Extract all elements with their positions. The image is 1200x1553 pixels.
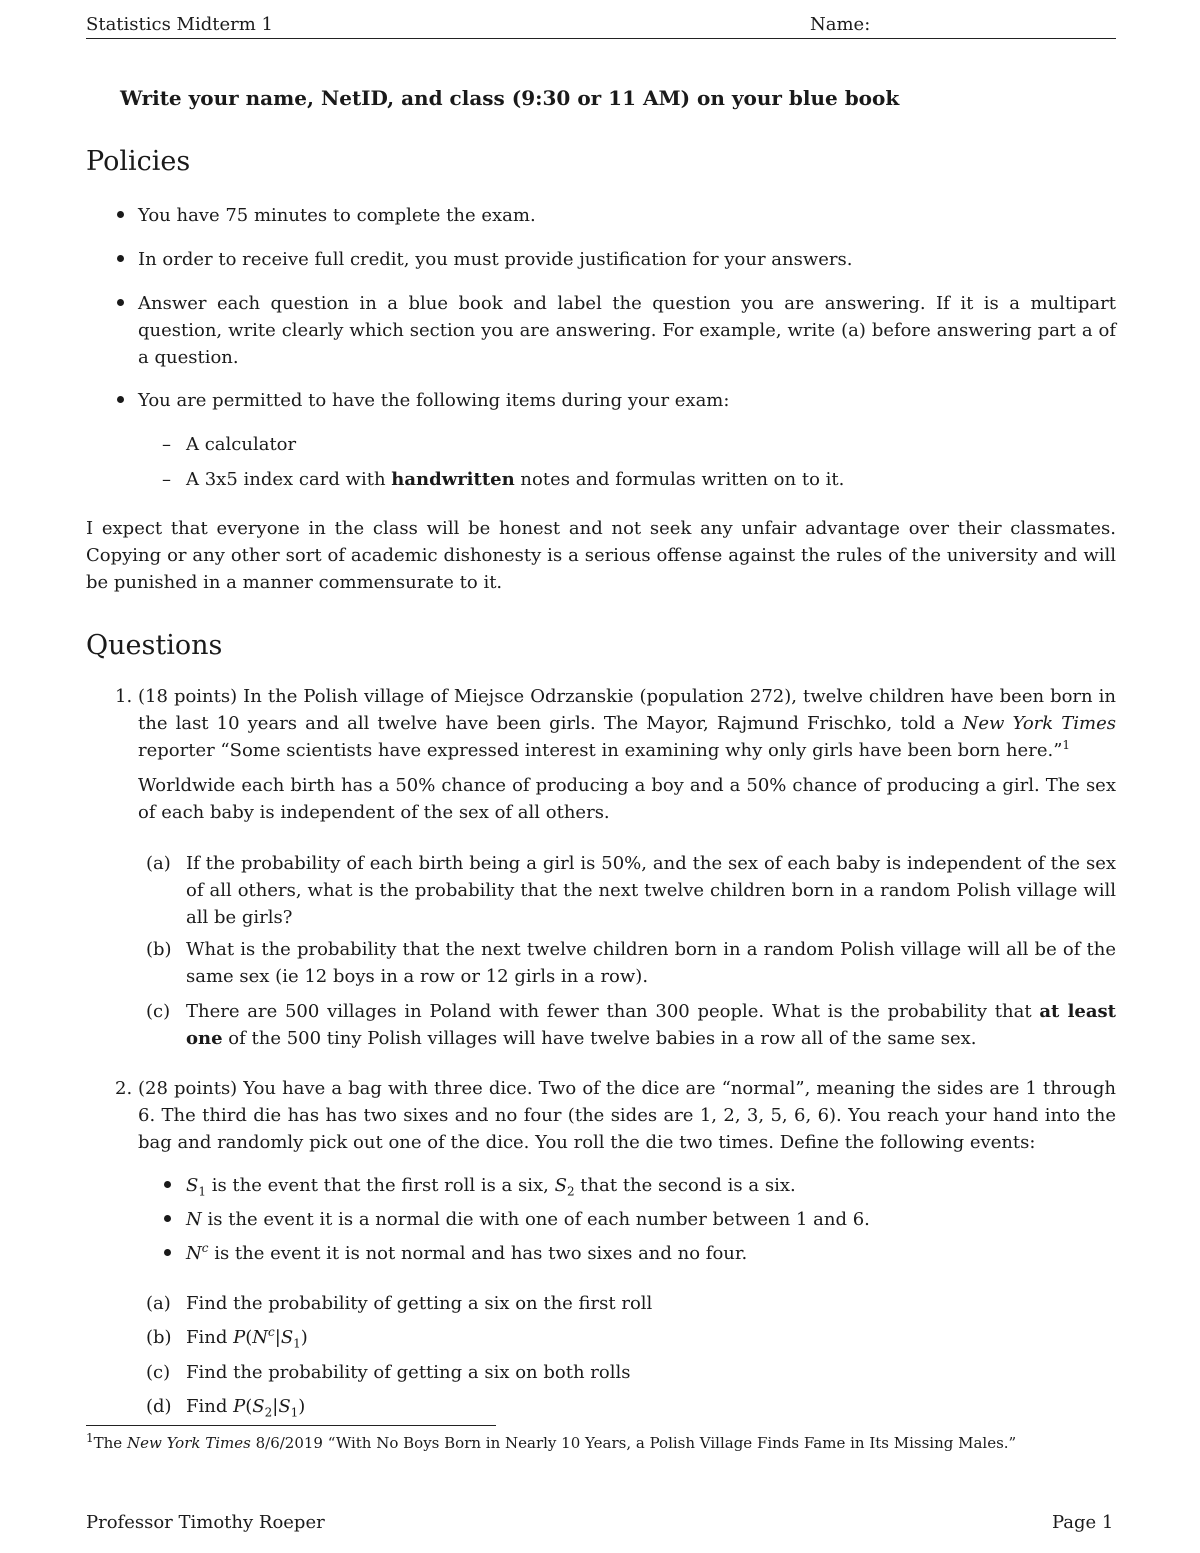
policies-heading: Policies: [86, 146, 191, 177]
dash-marker: –: [162, 469, 171, 490]
question-2b: Find $P(N^c|S_1)$: [186, 1325, 308, 1351]
header-rule: [86, 38, 1116, 39]
part-label: (c): [146, 1001, 171, 1022]
question-number: 2.: [115, 1078, 133, 1099]
footnote-mark: 1: [1062, 738, 1071, 752]
question-2-text: (28 points) You have a bag with three dice. Two of the dice are “normal”, meaning the sides are 1 through 6. The third die has has two sixes and no four (the sides are 1, 2, 3, 5, 6, 6). You reach your hand into the bag and randomly pick out one of the dice. You roll the die two times. Define the following events:: [138, 1078, 1116, 1153]
policy-item: You are permitted to have the following items during your exam:: [138, 390, 730, 411]
bullet-icon: [164, 1215, 171, 1222]
bullet-icon: [117, 396, 124, 403]
event-n: N is the event it is a normal die with one of each number between 1 and 6.: [186, 1209, 870, 1230]
part-label: (b): [146, 1327, 172, 1348]
bullet-icon: [117, 255, 124, 262]
bullet-icon: [164, 1249, 171, 1256]
question-1-text: (18 points) In the Polish village of Miejsce Odrzanskie (population 272), twelve children have been born in the last 10 years and all twelve have been girls. The Mayor, Rajmund Frischko, told a New York Times reporter “Some scientists have expressed interest in examining why only girls have been born here.”$^1$: [138, 686, 1117, 761]
question-1b: What is the probability that the next twelve children born in a random Polish village will all be of the same sex (ie 12 boys in a row or 12 girls in a row).: [186, 939, 1116, 987]
honesty-statement: I expect that everyone in the class will be honest and not seek any unfair advantage over their classmates. Copying or any other sort of academic dishonesty is a serious offense against the rules of the university and will be punished in a manner commensurate to it.: [86, 518, 1116, 593]
part-label: (b): [146, 939, 172, 960]
question-1a: If the probability of each birth being a girl is 50%, and the sex of each baby is independent of the sex of all others, what is the probability that the next twelve children born in a random Polish village will all be girls?: [186, 853, 1116, 928]
dash-marker: –: [162, 434, 171, 455]
policy-item: You have 75 minutes to complete the exam.: [138, 205, 536, 226]
footnote-rule: [86, 1425, 496, 1426]
question-2d: Find $P(S_2|S_1)$: [186, 1396, 306, 1420]
footnote: $^1$The New York Times 8/6/2019 “With No Boys Born in Nearly 10 Years, a Polish Village Finds Fame in Its Missing Males.”: [86, 1431, 1017, 1452]
page-number: Page 1: [1052, 1512, 1114, 1533]
question-2a: Find the probability of getting a six on the first roll: [186, 1293, 653, 1314]
question-number: 1.: [115, 686, 133, 707]
policy-item: In order to receive full credit, you must provide justification for your answers.: [138, 249, 853, 270]
emphasis-handwritten: handwritten: [391, 469, 515, 490]
professor-name: Professor Timothy Roeper: [86, 1512, 325, 1533]
part-label: (a): [146, 1293, 171, 1314]
question-1-text-2: Worldwide each birth has a 50% chance of producing a boy and a 50% chance of producing a girl. The sex of each baby is independent of the sex of all others.: [138, 775, 1116, 823]
policy-subitem: A 3x5 index card with handwritten notes and formulas written on to it.: [186, 469, 845, 490]
part-label: (c): [146, 1362, 171, 1383]
question-2c: Find the probability of getting a six on both rolls: [186, 1362, 631, 1383]
policy-subitem: A calculator: [186, 434, 297, 455]
course-title: Statistics Midterm 1: [86, 14, 273, 35]
policy-item: Answer each question in a blue book and label the question you are answering. If it is a multipart question, write clearly which section you are answering. For example, write (a) before answering part a of a question.: [138, 293, 1116, 368]
event-s1: $S_1$ is the event that the first roll is a six, $S_2$ that the second is a six.: [186, 1175, 796, 1199]
bullet-icon: [117, 211, 124, 218]
part-label: (a): [146, 853, 171, 874]
part-label: (d): [146, 1396, 172, 1417]
questions-heading: Questions: [86, 630, 223, 661]
bullet-icon: [164, 1181, 171, 1188]
instruction: Write your name, NetID, and class (9:30 or 11 AM) on your blue book: [120, 86, 900, 110]
bullet-icon: [117, 299, 124, 306]
name-label: Name:: [810, 14, 871, 35]
event-nc: $N^c$ is the event it is not normal and has two sixes and no four.: [186, 1241, 748, 1264]
question-1c: There are 500 villages in Poland with fewer than 300 people. What is the probability that at least one of the 500 tiny Polish villages will have twelve babies in a row all of the same sex.: [186, 1001, 1116, 1049]
